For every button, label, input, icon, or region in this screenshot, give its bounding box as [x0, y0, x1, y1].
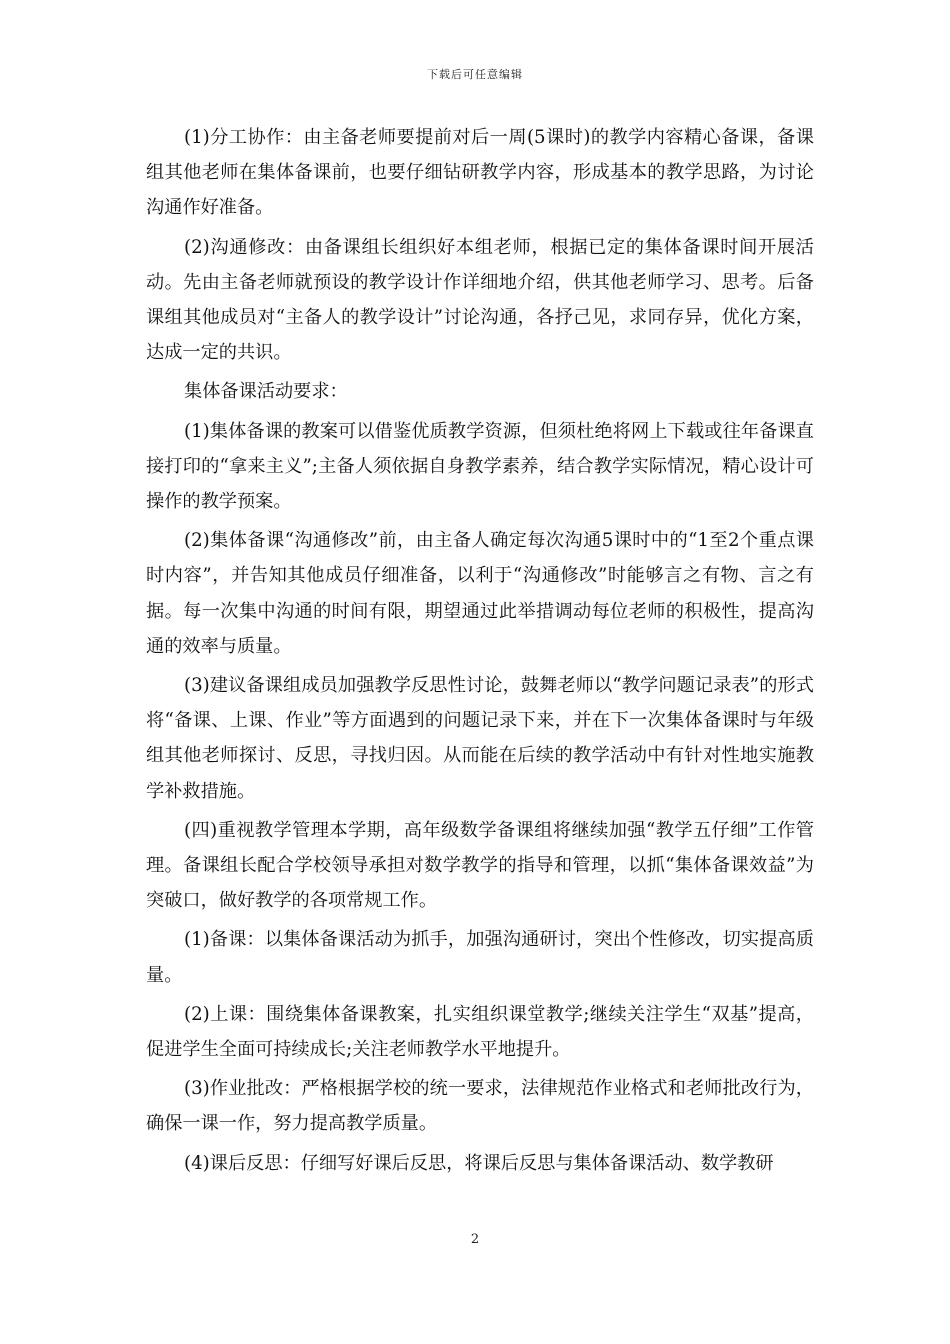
paragraph-requirement-1: (1)集体备课的教案可以借鉴优质教学资源，但须杜绝将网上下载或往年备课直接打印的“拿来主义”;主备人须依据自身教学素养，结合教学实际情况，精心设计可操作的教学预案。	[146, 420, 814, 513]
paragraph-division-of-labor: (1)分工协作：由主备老师要提前对后一周(5课时)的教学内容精心备课，备课组其他老师在集体备课前，也要仔细钻研教学内容，形成基本的教学思路，为讨论沟通作好准备。	[146, 127, 814, 219]
paragraph-class-teaching: (2)上课：围绕集体备课教案，扎实组织课堂教学;继续关注学生“双基”提高，促进学生全面可持续成长;关注老师教学水平地提升。	[146, 1003, 814, 1061]
paragraph-requirements-heading: 集体备课活动要求：	[184, 381, 348, 403]
paragraph-communication-revision: (2)沟通修改：由备课组长组织好本组老师，根据已定的集体备课时间开展活动。先由主备老师就预设的教学设计作详细地介绍，供其他老师学习、思考。后备课组其他成员对“主备人的教学设计”讨论沟通，各抒己见，求同存异，优化方案，达成一定的共识。	[146, 236, 814, 364]
paragraph-lesson-prep: (1)备课：以集体备课活动为抓手，加强沟通研讨，突出个性修改，切实提高质量。	[146, 929, 814, 986]
paragraph-teaching-management: (四)重视教学管理本学期，高年级数学备课组将继续加强“教学五仔细”工作管理。备课组长配合学校领导承担对数学教学的指导和管理，以抓“集体备课效益”为突破口，做好教学的各项常规工作。	[146, 819, 814, 912]
page-header: 下载后可任意编辑	[427, 68, 523, 81]
page-number: 2	[470, 1232, 480, 1247]
paragraph-homework-grading: (3)作业批改：严格根据学校的统一要求，法律规范作业格式和老师批改行为，确保一课一作，努力提高教学质量。	[146, 1078, 814, 1135]
document-body	[146, 120, 814, 1185]
paragraph-requirement-3: (3)建议备课组成员加强教学反思性讨论，鼓舞老师以“教学问题记录表”的形式将“备课、上课、作业”等方面遇到的问题记录下来，并在下一次集体备课时与年级组其他老师探讨、反思，寻找归因。从而能在后续的教学活动中有针对性地实施教学补救措施。	[146, 675, 814, 802]
paragraph-after-class-reflection: (4)课后反思：仔细写好课后反思，将课后反思与集体备课活动、数学教研	[184, 1152, 774, 1174]
paragraph-requirement-2: (2)集体备课“沟通修改”前，由主备人确定每次沟通5课时中的“1至2个重点课时内容”，并告知其他成员仔细准备，以利于“沟通修改”时能够言之有物、言之有据。每一次集中沟通的时间有限，期望通过此举措调动每位老师的积极性，提高沟通的效率与质量。	[146, 530, 814, 657]
